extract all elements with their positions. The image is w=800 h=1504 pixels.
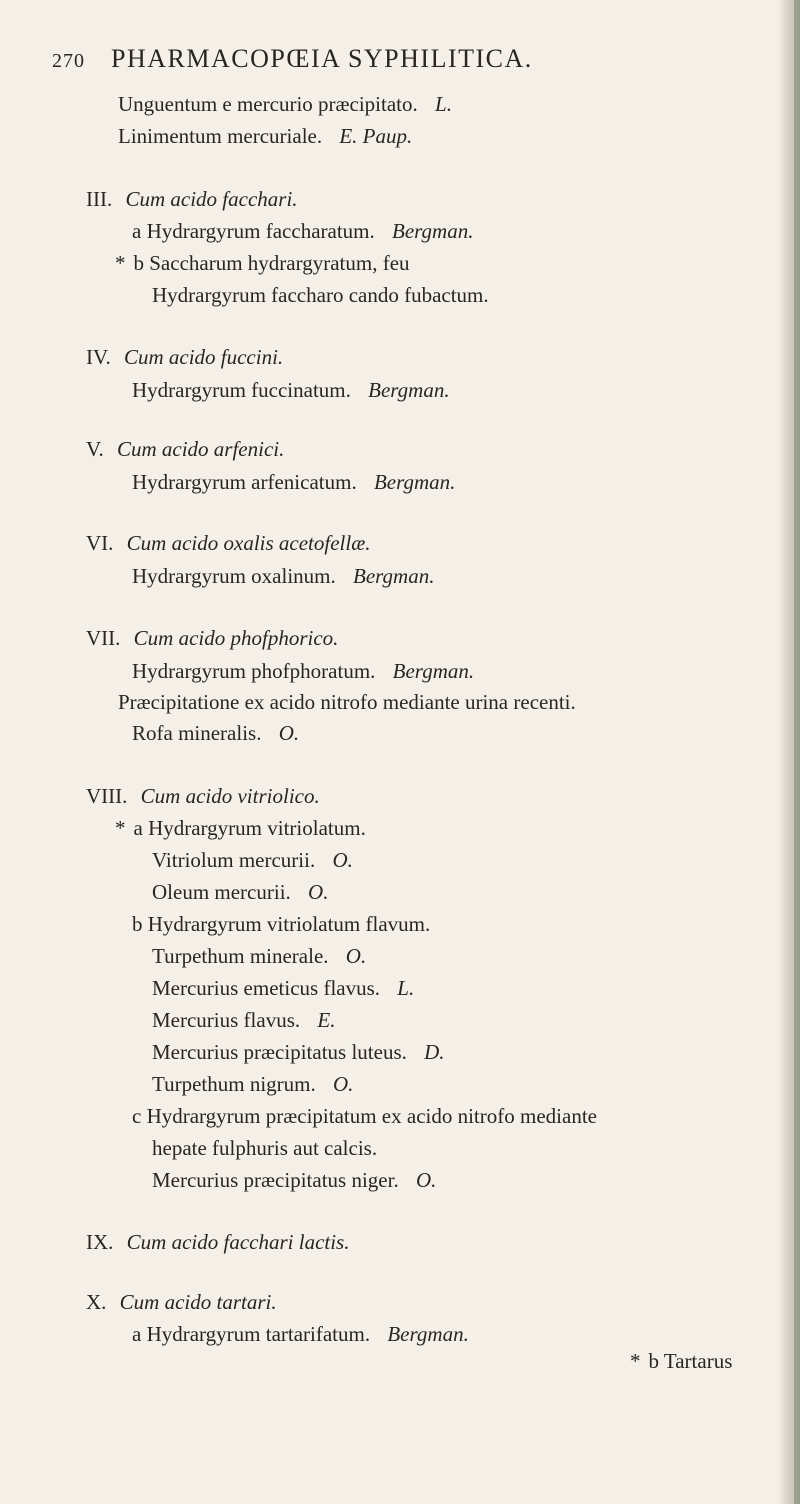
entry-source: L. bbox=[435, 92, 452, 116]
section-title: Cum acido facchari. bbox=[125, 187, 298, 211]
entry-source: O. bbox=[308, 880, 329, 904]
section-numeral: IX. bbox=[86, 1230, 114, 1254]
entry-text: Hydrargyrum fuccinatum. bbox=[132, 378, 351, 402]
entry-turpethum-minerale bbox=[152, 943, 366, 969]
asterisk-marker: * bbox=[630, 1349, 641, 1373]
entry-text: a Hydrargyrum faccharatum. bbox=[132, 219, 375, 243]
entry-hydrargyrum-oxalinum bbox=[132, 563, 434, 589]
running-title: PHARMACOPŒIA SYPHILITICA. bbox=[111, 44, 533, 73]
entry-hydrargyrum-faccharatum bbox=[132, 218, 473, 244]
entry-source: O. bbox=[332, 1072, 354, 1096]
section-heading-v bbox=[86, 436, 284, 462]
section-title: Cum acido facchari lactis. bbox=[126, 1230, 350, 1254]
entry-hydrargyrum-praecipitatum bbox=[132, 1103, 597, 1129]
entry-praecipitatione bbox=[118, 689, 576, 715]
section-numeral: V. bbox=[86, 437, 104, 461]
entry-text: b Tartarus bbox=[648, 1349, 733, 1373]
entry-text: hepate fulphuris aut calcis. bbox=[152, 1136, 378, 1160]
entry-text: Turpethum minerale. bbox=[152, 944, 329, 968]
section-title: Cum acido arfenici. bbox=[116, 437, 285, 461]
entry-text: Turpethum nigrum. bbox=[152, 1072, 316, 1096]
entry-vitriolum-mercurii bbox=[152, 847, 353, 873]
entry-source: O. bbox=[278, 721, 300, 745]
entry-text: b Saccharum hydrargyratum, feu bbox=[133, 251, 410, 275]
asterisk-marker: * bbox=[115, 816, 126, 840]
section-numeral: VII. bbox=[86, 626, 121, 650]
entry-text: Unguentum e mercurio præcipitato. bbox=[118, 92, 418, 116]
entry-hydrargyrum-faccharo bbox=[152, 282, 489, 308]
section-heading-iii bbox=[86, 186, 298, 212]
entry-text: Hydrargyrum faccharo cando fubactum. bbox=[152, 283, 489, 307]
entry-text: a Hydrargyrum tartarifatum. bbox=[132, 1322, 371, 1346]
asterisk-marker: * bbox=[115, 251, 126, 275]
entry-mercurius-flavus bbox=[152, 1007, 335, 1033]
page-number: 270 bbox=[52, 50, 85, 72]
entry-oleum-mercurii bbox=[152, 879, 328, 905]
section-heading-vii bbox=[86, 625, 338, 651]
section-numeral: IV. bbox=[86, 345, 111, 369]
entry-source: Bergman. bbox=[353, 564, 435, 588]
entry-text: a Hydrargyrum vitriolatum. bbox=[133, 816, 366, 840]
entry-text: Oleum mercurii. bbox=[152, 880, 291, 904]
entry-hydrargyrum-fuccinatum bbox=[132, 377, 450, 403]
entry-source: O. bbox=[332, 848, 353, 872]
entry-saccharum-hydrargyratum bbox=[115, 250, 410, 276]
section-title: Cum acido fuccini. bbox=[123, 345, 284, 369]
page-header bbox=[52, 44, 533, 74]
section-numeral: VIII. bbox=[86, 784, 128, 808]
section-heading-iv bbox=[86, 344, 283, 370]
section-heading-ix bbox=[86, 1229, 349, 1255]
entry-text: Præcipitatione ex acido nitrofo mediante urina recenti. bbox=[118, 690, 576, 714]
entry-text: b Hydrargyrum vitriolatum flavum. bbox=[132, 912, 431, 936]
section-title: Cum acido tartari. bbox=[119, 1290, 277, 1314]
entry-turpethum-nigrum bbox=[152, 1071, 353, 1097]
entry-text: Linimentum mercuriale. bbox=[118, 124, 323, 148]
entry-text: Mercurius flavus. bbox=[152, 1008, 301, 1032]
entry-mercurius-luteus bbox=[152, 1039, 445, 1065]
section-numeral: VI. bbox=[86, 531, 114, 555]
entry-hydrargyrum-tartarifatum bbox=[132, 1321, 469, 1347]
entry-source: Bergman. bbox=[392, 659, 475, 683]
section-title: Cum acido oxalis acetofellæ. bbox=[126, 531, 371, 555]
section-title: Cum acido phofphorico. bbox=[133, 626, 339, 650]
entry-rofa-mineralis bbox=[132, 720, 299, 746]
section-numeral: X. bbox=[86, 1290, 107, 1314]
entry-source: Bergman. bbox=[387, 1322, 469, 1346]
entry-hydrargyrum-vitriolatum bbox=[115, 815, 366, 841]
entry-source: L. bbox=[397, 976, 415, 1000]
entry-hepate-fulphuris bbox=[152, 1135, 377, 1161]
section-heading-viii bbox=[86, 783, 320, 809]
section-numeral: III. bbox=[86, 187, 113, 211]
entry-text: Hydrargyrum arfenicatum. bbox=[132, 470, 357, 494]
entry-text: c Hydrargyrum præcipitatum ex acido nitrofo mediante bbox=[132, 1104, 597, 1128]
entry-hydrargyrum-phofphoratum bbox=[132, 658, 474, 684]
entry-source: Bergman. bbox=[373, 470, 456, 494]
entry-source: Bergman. bbox=[368, 378, 450, 402]
entry-source: O. bbox=[345, 944, 367, 968]
entry-text: Mercurius præcipitatus niger. bbox=[152, 1168, 399, 1192]
entry-text: Hydrargyrum phofphoratum. bbox=[132, 659, 376, 683]
entry-text: Hydrargyrum oxalinum. bbox=[132, 564, 336, 588]
catchword bbox=[630, 1348, 732, 1374]
section-heading-x bbox=[86, 1289, 277, 1315]
section-title: Cum acido vitriolico. bbox=[140, 784, 320, 808]
entry-source: D. bbox=[424, 1040, 445, 1064]
entry-unguentum bbox=[118, 91, 452, 117]
entry-text: Mercurius emeticus flavus. bbox=[152, 976, 381, 1000]
entry-hydrargyrum-vitriolatum-flavum bbox=[132, 911, 430, 937]
entry-linimentum bbox=[118, 123, 412, 149]
entry-text: Rofa mineralis. bbox=[132, 721, 262, 745]
entry-mercurius-emeticus bbox=[152, 975, 414, 1001]
entry-text: Mercurius præcipitatus luteus. bbox=[152, 1040, 407, 1064]
entry-hydrargyrum-arfenicatum bbox=[132, 469, 455, 495]
section-heading-vi bbox=[86, 530, 370, 556]
entry-mercurius-niger bbox=[152, 1167, 436, 1193]
entry-source: O. bbox=[415, 1168, 437, 1192]
page-edge bbox=[794, 0, 800, 1504]
entry-text: Vitriolum mercurii. bbox=[152, 848, 316, 872]
entry-source: E. bbox=[317, 1008, 336, 1032]
entry-source: E. Paup. bbox=[339, 124, 413, 148]
entry-source: Bergman. bbox=[392, 219, 474, 243]
